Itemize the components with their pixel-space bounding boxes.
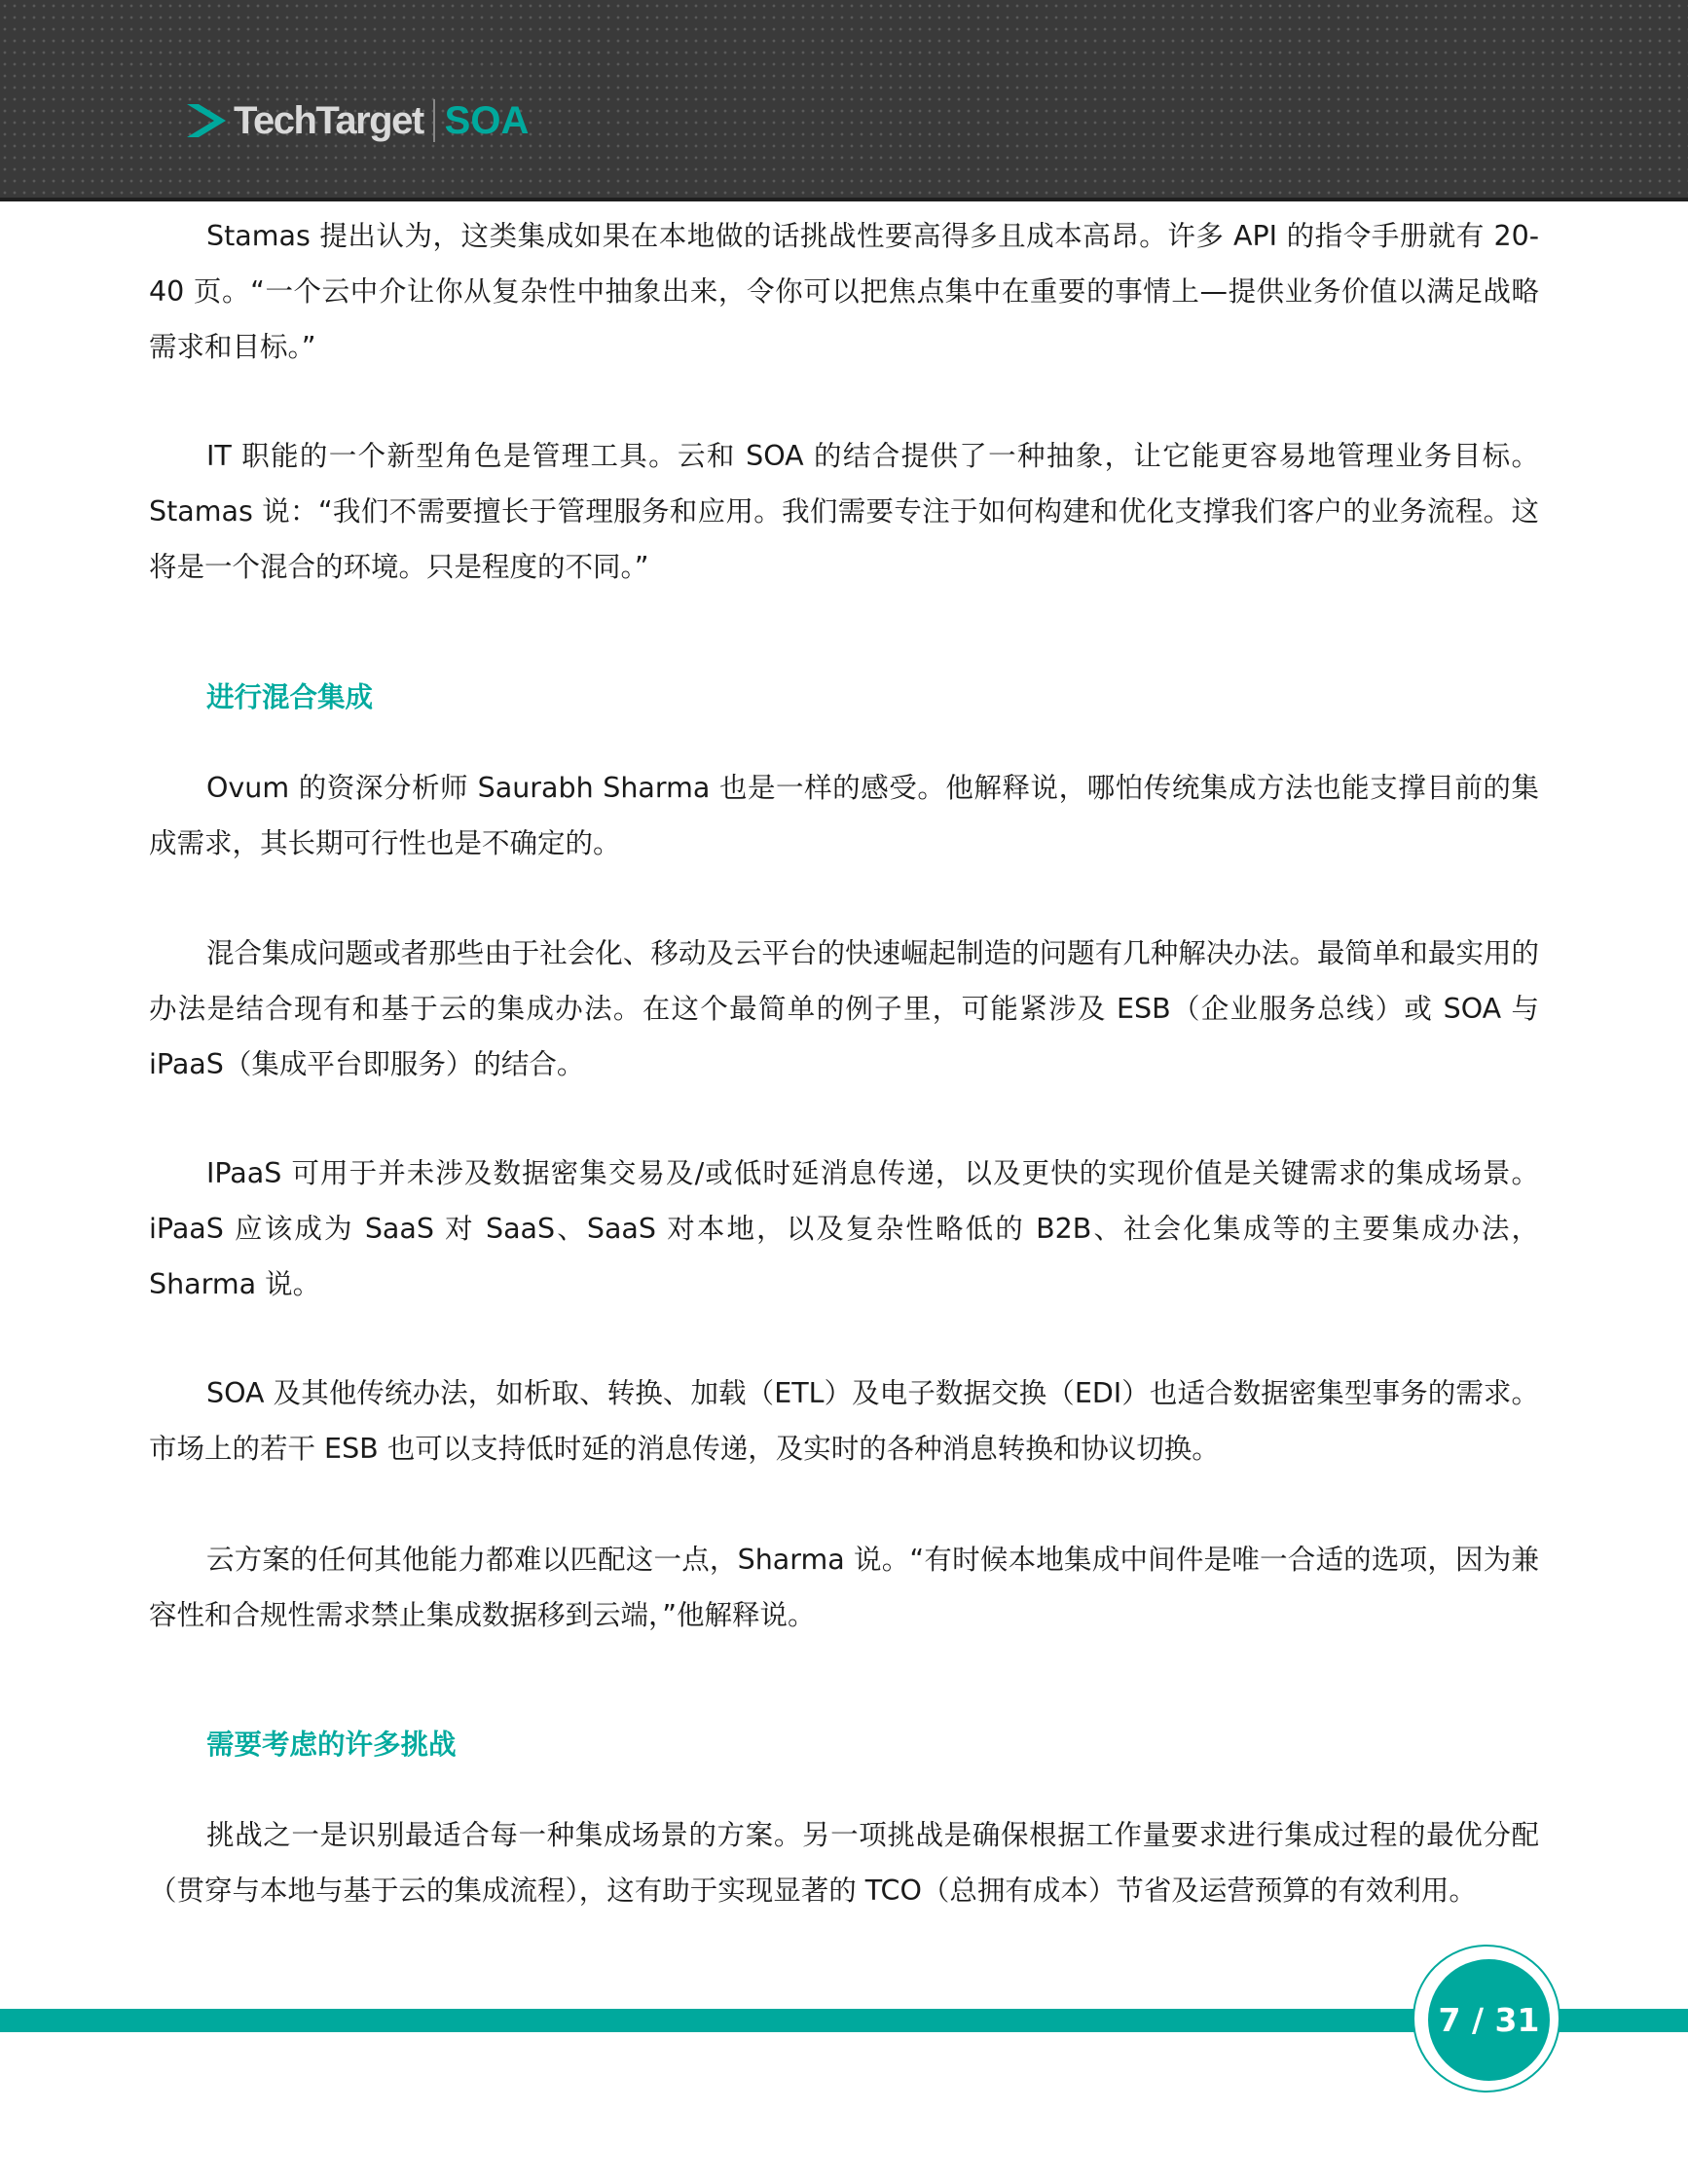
paragraph: IT 职能的一个新型角色是管理工具。云和 SOA 的结合提供了一种抽象，让它能更容易地管理业务目标。Stamas 说：“我们不需要擅长于管理服务和应用。我们需要专注于如何构建和优化支撑我们客户的业务流程。这将是一个混合的环境。只是程度的不同。” [149, 440, 1539, 583]
paragraph: 挑战之一是识别最适合每一种集成场景的方案。另一项挑战是确保根据工作量要求进行集成过程的最优分配（贯穿与本地与基于云的集成流程），这有助于实现显著的 TCO（总拥有成本）节省及运营预算的有效利用。 [149, 1819, 1539, 1907]
logo-divider [433, 99, 435, 142]
techtarget-logo [185, 93, 529, 148]
page-number: 7 / 31 [1428, 1959, 1550, 2081]
paragraph: Ovum 的资深分析师 Saurabh Sharma 也是一样的感受。他解释说，哪怕传统集成方法也能支撑目前的集成需求，其长期可行性也是不确定的。 [149, 772, 1539, 859]
section-heading: 需要考虑的许多挑战 [206, 1729, 457, 1761]
paragraph: 云方案的任何其他能力都难以匹配这一点，Sharma 说。“有时候本地集成中间件是唯一合适的选项，因为兼容性和合规性需求禁止集成数据移到云端，”他解释说。 [149, 1544, 1539, 1631]
paragraph: 混合集成问题或者那些由于社会化、移动及云平台的快速崛起制造的问题有几种解决办法。最简单和最实用的办法是结合现有和基于云的集成办法。在这个最简单的例子里，可能紧涉及 ESB（企业服务总线）或 SOA 与 iPaaS（集成平台即服务）的结合。 [149, 937, 1539, 1080]
chevron-logo-icon [185, 102, 228, 139]
section-name: SOA [444, 98, 530, 142]
paragraph: IPaaS 可用于并未涉及数据密集交易及/或低时延消息传递，以及更快的实现价值是关键需求的集成场景。iPaaS 应该成为 SaaS 对 SaaS、SaaS 对本地，以及复杂性略低的 B2B、社会化集成等的主要集成办法，Sharma 说。 [149, 1157, 1539, 1300]
paragraph: Stamas 提出认为，这类集成如果在本地做的话挑战性要高得多且成本高昂。许多 API 的指令手册就有 20-40 页。“一个云中介让你从复杂性中抽象出来，令你可以把焦点集中在重要的事情上—提供业务价值以满足战略需求和目标。” [149, 220, 1539, 363]
paragraph: SOA 及其他传统办法，如析取、转换、加载（ETL）及电子数据交换（EDI）也适合数据密集型事务的需求。市场上的若干 ESB 也可以支持低时延的消息传递，及实时的各种消息转换和协议切换。 [149, 1377, 1539, 1465]
page-header [0, 0, 1688, 201]
brand-name: TechTarget [234, 98, 423, 142]
section-heading: 进行混合集成 [206, 681, 374, 713]
